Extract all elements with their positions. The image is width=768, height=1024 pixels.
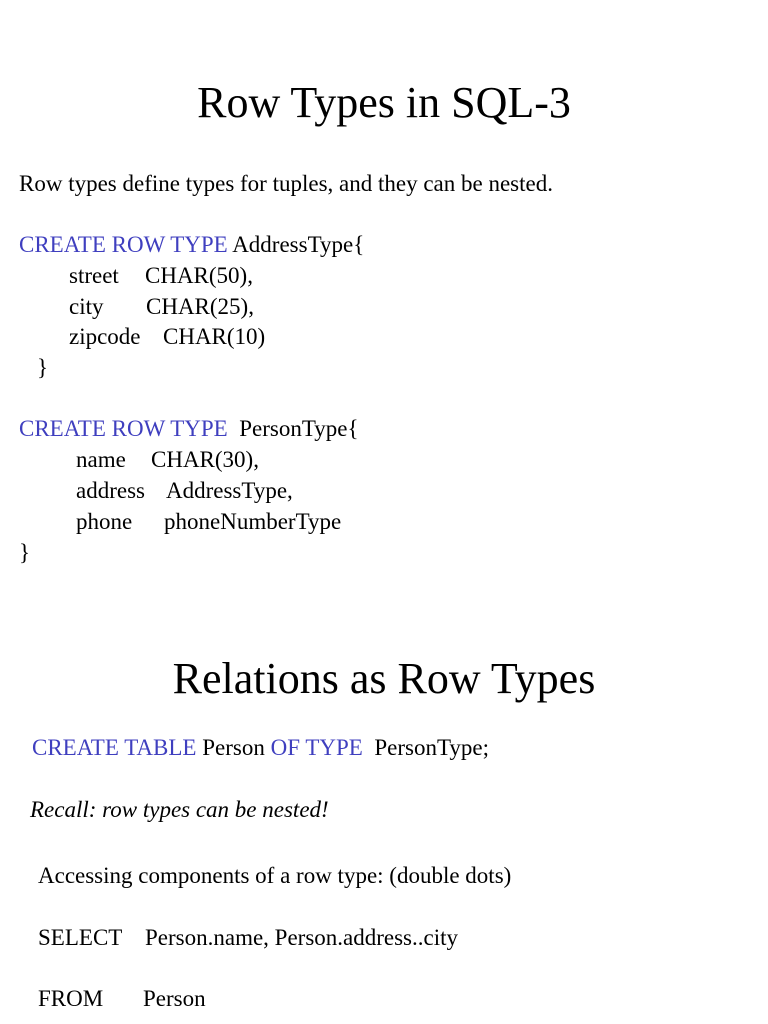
select-columns: Person.name, Person.address..city <box>145 925 458 950</box>
field-address-name: address <box>76 478 145 503</box>
slide2-title: Relations as Row Types <box>172 654 596 703</box>
field-phone-type: phoneNumberType <box>164 509 342 534</box>
create-row-type-keyword: CREATE ROW TYPE <box>19 232 228 257</box>
of-type-keyword: OF TYPE <box>270 735 363 760</box>
field-name-name: name <box>76 447 126 472</box>
from-keyword: FROM <box>38 986 104 1011</box>
create-row-type-keyword: CREATE ROW TYPE <box>19 416 228 441</box>
from-table: Person <box>143 986 206 1011</box>
accessing-text: Accessing components of a row type: (double dots) <box>38 863 512 888</box>
table-type-name: PersonType; <box>362 735 490 760</box>
field-address-type: AddressType, <box>166 478 293 503</box>
slide1-title: Row Types in SQL-3 <box>197 78 571 127</box>
create-table-keyword: CREATE TABLE <box>32 735 197 760</box>
field-zipcode-type: CHAR(10) <box>163 324 266 349</box>
field-city-name: city <box>69 294 104 319</box>
field-street-type: CHAR(50), <box>145 263 253 288</box>
person-type-name: PersonType{ <box>227 416 359 441</box>
address-type-header <box>19 233 364 256</box>
person-type-close: } <box>19 540 31 565</box>
intro-text: Row types define types for tuples, and they can be nested. <box>19 171 553 196</box>
select-keyword: SELECT <box>38 925 123 950</box>
create-table-statement <box>32 736 489 759</box>
address-type-close: } <box>37 355 49 380</box>
address-type-name: AddressType{ <box>227 232 365 257</box>
recall-note: Recall: row types can be nested! <box>30 797 329 822</box>
field-zipcode-name: zipcode <box>69 324 141 349</box>
field-street-name: street <box>69 263 119 288</box>
field-phone-name: phone <box>76 509 133 534</box>
person-type-header <box>19 417 359 440</box>
field-city-type: CHAR(25), <box>146 294 254 319</box>
field-name-type: CHAR(30), <box>151 447 259 472</box>
table-name: Person <box>196 735 271 760</box>
